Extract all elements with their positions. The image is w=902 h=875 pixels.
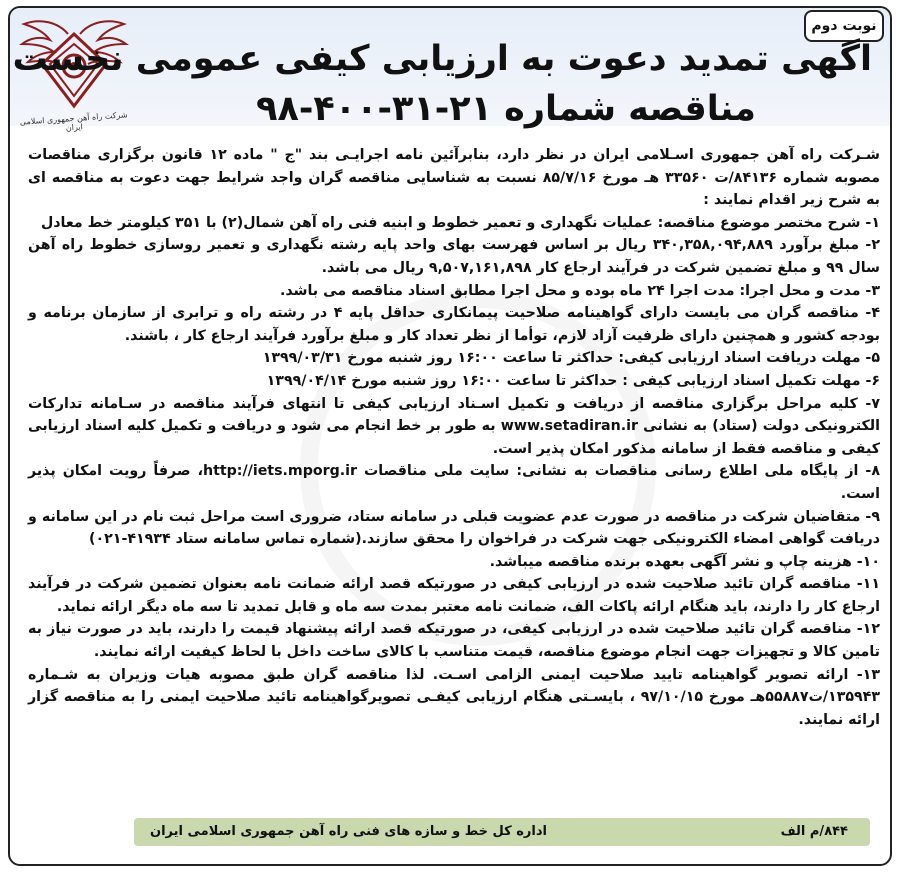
clause-4: ۴- مناقصه گران می بایست دارای گواهینامه صلاحیت پیمانکاری حداقل پایه ۴ در رشته راه و ترابری از سازمان برنامه و بودجه کشور و همچنین دارای ظرفیت آزاد لازم، توأما از نظر تعداد کار و مبلغ برآورد فرآیند ارجاع کار ، باشند.: [28, 305, 880, 344]
notice-body: [28, 144, 880, 731]
logo-caption: شرکت راه آهن جمهوری اسلامی ایران: [19, 110, 128, 133]
clause-10: ۱۰- هزینه چاپ و نشر آگهی بعهده برنده مناقصه میباشد.: [489, 553, 880, 570]
footer-organization: اداره کل خط و سازه های فنی راه آهن جمهوری اسلامی ایران: [150, 824, 547, 839]
round-badge: نوبت دوم: [804, 10, 884, 42]
clause-5: ۵- مهلت دریافت اسناد ارزیابی کیفی: حداکثر تا ساعت ۱۶:۰۰ روز شنبه مورخ ۱۳۹۹/۰۳/۳۱: [262, 350, 880, 367]
footer-bar: [134, 818, 870, 846]
clause-6: ۶- مهلت تکمیل اسناد ارزیابی کیفی : حداکثر تا ساعت ۱۶:۰۰ روز شنبه مورخ ۱۳۹۹/۰۴/۱۴: [266, 372, 880, 389]
clause-12: ۱۲- مناقصه گران تائید صلاحیت شده در ارزیابی کیفی، در صورتیکه قصد ارائه پیشنهاد قیمت را دارند، باید در صورت نیاز به تامین کالا و تجهیزات جهت انجام موضوع مناقصه، قیمت متناسب با کالای ساخت داخل با لحاظ کیفیت ارائه نمایند.: [28, 621, 880, 661]
clause-9: ۹- متقاضیان شرکت در مناقصه در صورت عدم عضویت قبلی در سامانه ستاد، ضروری است مراحل ثبت نام در این سامانه و دریافت گواهی امضاء الکترونیکی جهت شرکت در فراخوان را محقق سازند.(شماره تماس سامانه ستاد ۴۱۹۳۴-۰۲۱): [28, 508, 880, 548]
clause-1: ۱- شرح مختصر موضوع مناقصه: عملیات نگهداری و تعمیر خطوط و ابنیه فنی راه آهن شمال(۲) با ۳۵۱ کیلومتر خط معادل: [40, 214, 880, 231]
clause-2: ۲- مبلغ برآورد ۳۴۰,۳۵۸,۰۹۴,۸۸۹ ریال بر اساس فهرست بهای واحد پایه رشته نگهداری و تعمیر روسازی خطوط راه آهن سال ۹۹ و مبلغ تضمین شرکت در فرآیند ارجاع کار ۹,۵۰۷,۱۶۱,۸۹۸ ریال می باشد.: [28, 237, 880, 276]
clause-7: ۷- کلیه مراحل برگزاری مناقصه از دریافت و تکمیل اسـناد ارزیابی کیفی تا انتهای فرآیند مناقصه در سـامانه تدارکات الکترونیکی دولت (ستاد) به نشانی www.setadiran.ir به طور بر خط انجام می شود و دریافت و تکمیل کلیه اسناد ارزیابی کیفی و مناقصه فقط از سامانه مذکور امکان پذیر است.: [28, 395, 880, 457]
intro-paragraph: شـرکت راه آهن جمهوری اسـلامی ایران در نظر دارد، بنابرآئین نامه اجرایـی بند "ج " ماده ۱۲ قانون برگزاری مناقصات مصوبه شماره ۸۴۱۳۶/ت ۳۳۵۶۰ هـ مورخ ۸۵/۷/۱۶ نسبت به شناسایی مناقصه گران واجد شرایط جهت دعوت به مناقصه ای به شرح زیر اقدام نمایند :: [28, 147, 880, 209]
clause-11: ۱۱- مناقصه گران تائید صلاحیت شده در ارزیابی کیفی در صورتیکه قصد ارائه ضمانت نامه بعنوان تضمین شرکت در فرآیند ارجاع کار را دارند، باید هنگام ارائه پاکات الف، ضمانت نامه معتبر بمدت سه ماه و قابل تمدید تا سه ماه دیگر ارائه نماید.: [28, 576, 880, 615]
title-line-1: اگهی تمدید دعوت به ارزیابی کیفی عمومی نخست: [12, 39, 872, 79]
footer-reference: ۸۴۴/م الف: [780, 824, 848, 839]
title-line-2: مناقصه شماره ۲۱-۳۱-۴۰۰-۹۸: [256, 89, 756, 129]
clause-8: ۸- از پایگاه ملی اطلاع رسانی مناقصات به نشانی: سایت ملی مناقصات http://iets.mporg.ir، صرفاً رویت امکان پذیر است.: [28, 463, 880, 502]
clause-13: ۱۳- ارائه تصویر گواهینامه تایید صلاحیت ایمنی الزامی اسـت. لذا مناقصه گران طبق مصوبه هیات وزیران به شـماره ۱۳۵۹۴۳/ت۵۵۸۸۷هـ مورخ ۹۷/۱۰/۱۵ ، بایسـتی هنگام ارزیابی کیفـی تصویرگواهینامه تائید صلاحیت ایمنی را به مناقصه گزار ارائه نمایند.: [28, 666, 880, 728]
clause-3: ۳- مدت و محل اجرا: مدت اجرا ۲۴ ماه بوده و محل اجرا مطابق اسناد مناقصه می باشد.: [279, 282, 880, 299]
